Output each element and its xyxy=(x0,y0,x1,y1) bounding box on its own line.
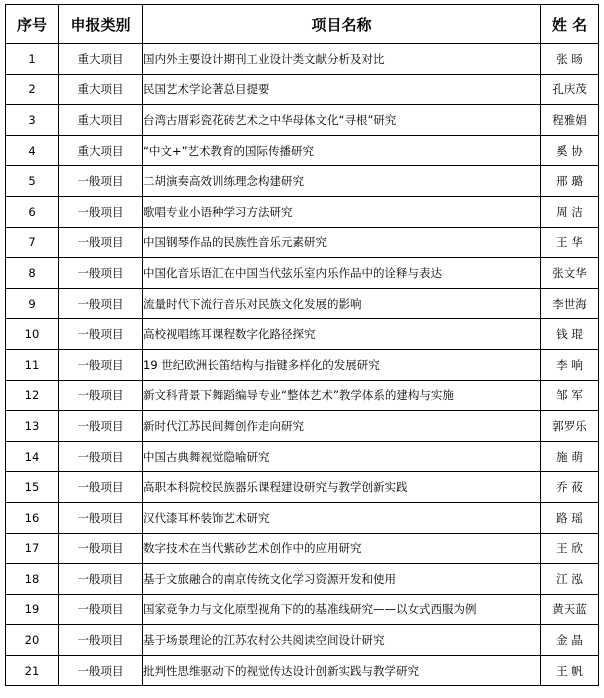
header-project-title: 项目名称 xyxy=(143,5,541,44)
serial-number-cell: 10 xyxy=(6,319,59,350)
table-row xyxy=(6,533,599,564)
project-title-cell: 国内外主要设计期刊工业设计类文献分析及对比 xyxy=(143,44,541,75)
header-category: 申报类别 xyxy=(59,5,143,44)
category-cell: 一般项目 xyxy=(59,441,143,472)
table-row xyxy=(6,288,599,319)
table-row xyxy=(6,258,599,289)
project-title-cell: 基于文旅融合的南京传统文化学习资源开发和使用 xyxy=(143,564,541,595)
table-row xyxy=(6,411,599,442)
table-row xyxy=(6,594,599,625)
serial-number-cell: 13 xyxy=(6,411,59,442)
person-name-cell: 周 洁 xyxy=(541,196,599,227)
person-name-cell: 程雅娟 xyxy=(541,105,599,136)
category-cell: 一般项目 xyxy=(59,319,143,350)
table-row xyxy=(6,502,599,533)
person-name-cell: 王 欣 xyxy=(541,533,599,564)
category-cell: 一般项目 xyxy=(59,288,143,319)
project-title-cell: 高校视唱练耳课程数字化路径探究 xyxy=(143,319,541,350)
serial-number-cell: 5 xyxy=(6,166,59,197)
table-body xyxy=(6,44,599,686)
serial-number-cell: 20 xyxy=(6,625,59,656)
project-title-cell: 中国古典舞视觉隐喻研究 xyxy=(143,441,541,472)
table-row xyxy=(6,380,599,411)
category-cell: 一般项目 xyxy=(59,380,143,411)
project-title-cell: 新文科背景下舞蹈编导专业“整体艺术”教学体系的建构与实施 xyxy=(143,380,541,411)
serial-number-cell: 14 xyxy=(6,441,59,472)
person-name-cell: 施 萌 xyxy=(541,441,599,472)
table-row xyxy=(6,44,599,75)
serial-number-cell: 15 xyxy=(6,472,59,503)
category-cell: 一般项目 xyxy=(59,533,143,564)
project-title-cell: 数字技术在当代紫砂艺术创作中的应用研究 xyxy=(143,533,541,564)
project-list-table xyxy=(5,4,599,686)
category-cell: 一般项目 xyxy=(59,625,143,656)
serial-number-cell: 8 xyxy=(6,258,59,289)
person-name-cell: 李世海 xyxy=(541,288,599,319)
project-title-cell: 歌唱专业小语种学习方法研究 xyxy=(143,196,541,227)
header-person-name: 姓 名 xyxy=(541,5,599,44)
person-name-cell: 王 帆 xyxy=(541,655,599,686)
table-row xyxy=(6,349,599,380)
project-title-cell: 流量时代下流行音乐对民族文化发展的影响 xyxy=(143,288,541,319)
project-title-cell: 民国艺术学论著总目提要 xyxy=(143,74,541,105)
person-name-cell: 金 晶 xyxy=(541,625,599,656)
project-title-cell: 基于场景理论的江苏农村公共阅读空间设计研究 xyxy=(143,625,541,656)
category-cell: 一般项目 xyxy=(59,472,143,503)
category-cell: 一般项目 xyxy=(59,196,143,227)
serial-number-cell: 4 xyxy=(6,135,59,166)
table-row xyxy=(6,625,599,656)
project-title-cell: 国家竞争力与文化原型视角下的的基准线研究——以女式西服为例 xyxy=(143,594,541,625)
table-row xyxy=(6,74,599,105)
header-serial-number: 序号 xyxy=(6,5,59,44)
person-name-cell: 江 泓 xyxy=(541,564,599,595)
project-title-cell: “中文+”艺术教育的国际传播研究 xyxy=(143,135,541,166)
person-name-cell: 黄天蓝 xyxy=(541,594,599,625)
serial-number-cell: 16 xyxy=(6,502,59,533)
category-cell: 重大项目 xyxy=(59,135,143,166)
serial-number-cell: 6 xyxy=(6,196,59,227)
category-cell: 一般项目 xyxy=(59,502,143,533)
serial-number-cell: 9 xyxy=(6,288,59,319)
table-row xyxy=(6,472,599,503)
table-row xyxy=(6,564,599,595)
person-name-cell: 张文华 xyxy=(541,258,599,289)
person-name-cell: 钱 琨 xyxy=(541,319,599,350)
project-title-cell: 19 世纪欧洲长笛结构与指键多样化的发展研究 xyxy=(143,349,541,380)
table-row xyxy=(6,196,599,227)
person-name-cell: 张 旸 xyxy=(541,44,599,75)
category-cell: 重大项目 xyxy=(59,105,143,136)
person-name-cell: 王 华 xyxy=(541,227,599,258)
person-name-cell: 孔庆茂 xyxy=(541,74,599,105)
serial-number-cell: 18 xyxy=(6,564,59,595)
project-title-cell: 汉代漆耳杯装饰艺术研究 xyxy=(143,502,541,533)
category-cell: 一般项目 xyxy=(59,227,143,258)
header-row xyxy=(6,5,599,44)
table-row xyxy=(6,441,599,472)
serial-number-cell: 11 xyxy=(6,349,59,380)
category-cell: 一般项目 xyxy=(59,411,143,442)
person-name-cell: 邢 璐 xyxy=(541,166,599,197)
category-cell: 重大项目 xyxy=(59,44,143,75)
serial-number-cell: 17 xyxy=(6,533,59,564)
person-name-cell: 郭罗乐 xyxy=(541,411,599,442)
person-name-cell: 路 瑶 xyxy=(541,502,599,533)
table-row xyxy=(6,655,599,686)
person-name-cell: 奚 协 xyxy=(541,135,599,166)
project-title-cell: 中国钢琴作品的民族性音乐元素研究 xyxy=(143,227,541,258)
serial-number-cell: 12 xyxy=(6,380,59,411)
project-title-cell: 二胡演奏高效训练理念构建研究 xyxy=(143,166,541,197)
project-title-cell: 新时代江苏民间舞创作走向研究 xyxy=(143,411,541,442)
serial-number-cell: 7 xyxy=(6,227,59,258)
serial-number-cell: 3 xyxy=(6,105,59,136)
table-row xyxy=(6,166,599,197)
category-cell: 一般项目 xyxy=(59,564,143,595)
table-header xyxy=(6,5,599,44)
category-cell: 一般项目 xyxy=(59,349,143,380)
project-title-cell: 高职本科院校民族器乐课程建设研究与教学创新实践 xyxy=(143,472,541,503)
project-title-cell: 中国化音乐语汇在中国当代弦乐室内乐作品中的诠释与表达 xyxy=(143,258,541,289)
serial-number-cell: 19 xyxy=(6,594,59,625)
person-name-cell: 李 响 xyxy=(541,349,599,380)
table-row xyxy=(6,105,599,136)
serial-number-cell: 1 xyxy=(6,44,59,75)
category-cell: 一般项目 xyxy=(59,166,143,197)
project-title-cell: 批判性思维驱动下的视觉传达设计创新实践与教学研究 xyxy=(143,655,541,686)
person-name-cell: 乔 莜 xyxy=(541,472,599,503)
category-cell: 一般项目 xyxy=(59,594,143,625)
person-name-cell: 邹 军 xyxy=(541,380,599,411)
category-cell: 重大项目 xyxy=(59,74,143,105)
serial-number-cell: 2 xyxy=(6,74,59,105)
project-title-cell: 台湾古厝彩瓷花砖艺术之中华母体文化“寻根”研究 xyxy=(143,105,541,136)
category-cell: 一般项目 xyxy=(59,258,143,289)
table-row xyxy=(6,135,599,166)
table-row xyxy=(6,319,599,350)
table-row xyxy=(6,227,599,258)
serial-number-cell: 21 xyxy=(6,655,59,686)
category-cell: 一般项目 xyxy=(59,655,143,686)
